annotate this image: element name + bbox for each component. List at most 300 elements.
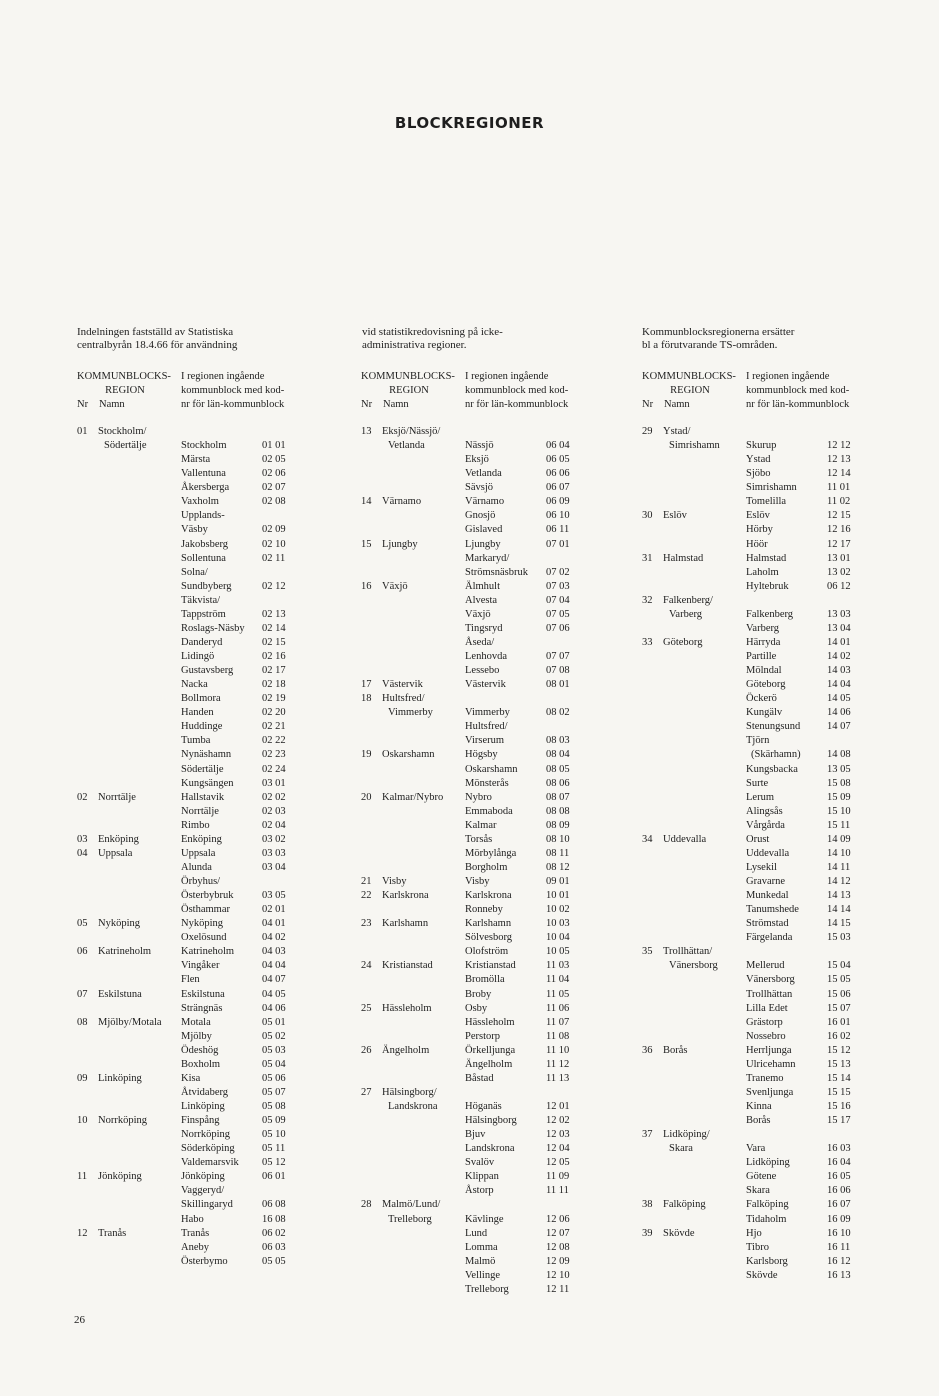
kommunblock-code: 08 03 (546, 735, 570, 747)
kommunblock-name: Virserum (465, 735, 505, 747)
kommunblock-name: Upplands- (181, 510, 225, 522)
kommunblock-code: 11 02 (827, 496, 851, 508)
region-name: Hälsingborg/ (382, 1086, 437, 1098)
kommunblock-code: 07 01 (546, 538, 570, 550)
table-row (361, 988, 651, 1002)
kommunblock-code: 05 02 (262, 1030, 286, 1042)
kommunblock-name: Munkedal (746, 890, 789, 902)
kommunblock-code: 12 12 (827, 440, 851, 452)
kommunblock-name: Torsås (465, 833, 493, 845)
region-name: Karlshamn (382, 918, 429, 930)
region-number: 37 (642, 1129, 653, 1141)
table-row (77, 917, 367, 931)
kommunblock-code: 05 03 (262, 1044, 286, 1056)
kommunblock-name: Skurup (746, 440, 777, 452)
kommunblock-code: 15 08 (827, 777, 851, 789)
table-row (77, 861, 367, 875)
region-number: 39 (642, 1227, 653, 1239)
kommunblock-code: 06 11 (546, 524, 570, 536)
kommunblock-code: 06 02 (262, 1227, 286, 1239)
kommunblock-name: Perstorp (465, 1030, 500, 1042)
kommunblock-code: 14 11 (827, 861, 851, 873)
kommunblock-code: 11 12 (546, 1058, 570, 1070)
kommunblock-code: 15 13 (827, 1058, 851, 1070)
kommunblock-name: Hjo (746, 1227, 762, 1239)
kommunblock-code: 15 07 (827, 1002, 851, 1014)
table-row (77, 538, 367, 552)
kommunblock-code: 14 01 (827, 636, 851, 648)
kommunblock-code: 12 17 (827, 538, 851, 550)
kommunblock-code: 14 03 (827, 665, 851, 677)
table-row (642, 959, 932, 973)
region-number: 29 (642, 426, 653, 437)
kommunblock-name: Norrtälje (181, 805, 219, 817)
kommunblock-code: 13 02 (827, 566, 851, 578)
table-row (642, 636, 932, 650)
kommunblock-code: 12 14 (827, 468, 851, 480)
table-row (77, 481, 367, 495)
region-number: 22 (361, 890, 372, 902)
region-name: Enköping (98, 833, 139, 845)
kommunblock-code: 05 12 (262, 1157, 286, 1169)
kommunblock-name: Stenungsund (746, 721, 801, 733)
header-namn: Namn (383, 399, 409, 410)
kommunblock-code: 02 16 (262, 651, 286, 662)
table-row (77, 622, 367, 636)
table-row (361, 875, 651, 889)
kommunblock-name: Lomma (465, 1241, 498, 1253)
table-row (77, 692, 367, 706)
kommunblock-code: 15 12 (827, 1044, 851, 1056)
region-number: 10 (77, 1115, 88, 1127)
table-row (642, 439, 932, 453)
table-row (77, 833, 367, 847)
kommunblock-code: 12 06 (546, 1213, 570, 1225)
table-row (77, 566, 367, 580)
table-row (361, 425, 651, 439)
region-name: Norrköping (98, 1115, 147, 1127)
kommunblock-name: Nybro (465, 791, 492, 803)
header-region: REGION (670, 385, 710, 396)
table-row (361, 973, 651, 987)
table-row (361, 959, 651, 973)
region-number: 12 (77, 1227, 88, 1239)
kommunblock-name: Uppsala (181, 847, 216, 859)
kommunblock-name: Östhammar (181, 904, 230, 916)
region-number: 26 (361, 1044, 372, 1056)
kommunblock-code: 16 05 (827, 1171, 851, 1183)
table-row (361, 1241, 651, 1255)
kommunblock-name: Ronneby (465, 904, 503, 916)
kommunblock-name: Lessebo (465, 665, 500, 677)
region-column-3 (642, 370, 932, 1281)
kommunblock-name: Eslöv (746, 510, 770, 522)
kommunblock-code: 14 12 (827, 876, 851, 887)
region-name: Vänersborg (669, 960, 718, 972)
table-row (642, 1086, 932, 1100)
kommunblock-name: Herrljunga (746, 1044, 792, 1056)
table-row (361, 1269, 651, 1283)
region-list (77, 425, 367, 1269)
region-name: Varberg (669, 608, 703, 620)
kommunblock-name: Sjöbo (746, 468, 771, 480)
kommunblock-code: 13 05 (827, 763, 851, 775)
kommunblock-name: Båstad (465, 1072, 494, 1084)
kommunblock-name: Örkelljunga (465, 1044, 516, 1056)
region-number: 08 (77, 1016, 88, 1028)
table-row (642, 903, 932, 917)
kommunblock-code: 08 02 (546, 707, 570, 719)
table-row (642, 453, 932, 467)
kommunblock-name: Sävsjö (465, 482, 494, 494)
kommunblock-name: Lilla Edet (746, 1002, 788, 1014)
kommunblock-code: 03 01 (262, 777, 286, 789)
table-row (361, 1227, 651, 1241)
table-row (361, 720, 651, 734)
table-row (77, 1198, 367, 1212)
table-row (642, 1241, 932, 1255)
region-name: Stockholm/ (98, 426, 147, 437)
kommunblock-name: Trelleborg (465, 1283, 509, 1295)
kommunblock-name: Oskarshamn (465, 763, 518, 775)
kommunblock-name: Ulricehamn (746, 1058, 796, 1070)
kommunblock-name: Hörby (746, 524, 773, 536)
region-name: Jönköping (98, 1171, 142, 1183)
kommunblock-name: Falköping (746, 1199, 789, 1211)
table-row (77, 777, 367, 791)
kommunblock-name: Vårgårda (746, 819, 785, 831)
region-name: Lidköping/ (663, 1129, 710, 1141)
kommunblock-code: 16 12 (827, 1255, 851, 1267)
kommunblock-code: 02 08 (262, 496, 286, 508)
kommunblock-name: Ängelholm (465, 1058, 513, 1070)
region-number: 11 (77, 1171, 88, 1183)
table-row (77, 805, 367, 819)
region-number: 19 (361, 749, 372, 761)
table-row (642, 622, 932, 636)
kommunblock-name: Älmhult (465, 580, 501, 592)
region-name: Skövde (663, 1227, 695, 1239)
kommunblock-code: 15 15 (827, 1086, 851, 1098)
kommunblock-code: 06 03 (262, 1241, 286, 1253)
kommunblock-code: 04 05 (262, 988, 286, 1000)
kommunblock-name: Tumba (181, 735, 211, 747)
kommunblock-name: Karlskrona (465, 890, 512, 902)
region-name: Värnamo (382, 496, 422, 508)
kommunblock-code: 12 09 (546, 1255, 570, 1267)
kommunblock-code: 06 06 (546, 468, 570, 480)
kommunblock-name: Alunda (181, 861, 212, 873)
table-row (361, 467, 651, 481)
region-number: 31 (642, 552, 653, 564)
kommunblock-name: Solna/ (181, 566, 208, 578)
region-number: 25 (361, 1002, 372, 1014)
kommunblock-code: 05 05 (262, 1255, 286, 1267)
kommunblock-code: 12 16 (827, 524, 851, 536)
kommunblock-code: 05 01 (262, 1016, 286, 1028)
table-row (77, 439, 367, 453)
kommunblock-name: Sollentuna (181, 552, 226, 564)
kommunblock-name: Mörbylånga (465, 847, 517, 859)
table-row (642, 608, 932, 622)
table-row (361, 566, 651, 580)
kommunblock-code: 04 04 (262, 960, 286, 972)
table-row (361, 1142, 651, 1156)
table-row (642, 1184, 932, 1198)
kommunblock-name: Broby (465, 988, 492, 1000)
kommunblock-code: 12 04 (546, 1143, 570, 1155)
table-row (361, 1114, 651, 1128)
table-row (361, 805, 651, 819)
kommunblock-code: 08 09 (546, 819, 570, 831)
kommunblock-code: 16 03 (827, 1143, 851, 1155)
table-row (642, 791, 932, 805)
table-row (77, 509, 367, 523)
kommunblock-name: Hässleholm (465, 1016, 515, 1028)
header-kommunblocks: KOMMUNBLOCKS- (361, 371, 455, 382)
kommunblock-code: 15 16 (827, 1101, 851, 1112)
table-row (361, 1016, 651, 1030)
region-name: Oskarshamn (382, 749, 435, 761)
table-row (642, 1227, 932, 1241)
kommunblock-name: Kinna (746, 1101, 772, 1112)
kommunblock-name: Bollmora (181, 693, 221, 705)
region-list (361, 425, 651, 1297)
region-name: Södertälje (104, 440, 147, 452)
kommunblock-code: 11 09 (546, 1171, 570, 1183)
table-row (361, 1100, 651, 1114)
table-row (361, 1255, 651, 1269)
table-row (642, 1016, 932, 1030)
kommunblock-code: 08 06 (546, 777, 570, 789)
kommunblock-name: Handen (181, 707, 214, 719)
table-row (642, 495, 932, 509)
kommunblock-name: Skövde (746, 1269, 778, 1281)
kommunblock-code: 04 02 (262, 932, 286, 944)
header-kommunblocks: KOMMUNBLOCKS- (77, 371, 171, 382)
table-row (361, 931, 651, 945)
table-row (361, 819, 651, 833)
region-name: Ängelholm (382, 1044, 430, 1056)
region-name: Vetlanda (388, 440, 425, 452)
table-row (361, 692, 651, 706)
region-name: Simrishamn (669, 440, 720, 452)
kommunblock-code: 11 03 (546, 960, 570, 972)
kommunblock-name: Motala (181, 1016, 211, 1028)
kommunblock-code: 12 05 (546, 1157, 570, 1169)
table-row (77, 1044, 367, 1058)
kommunblock-name: Rimbo (181, 819, 210, 831)
kommunblock-code: 13 01 (827, 552, 851, 564)
region-name: Karlskrona (382, 890, 429, 902)
kommunblock-name: Götene (746, 1171, 777, 1183)
table-row (77, 1002, 367, 1016)
kommunblock-code: 02 11 (262, 552, 286, 564)
table-row (361, 1044, 651, 1058)
region-number: 01 (77, 426, 88, 437)
table-row (77, 467, 367, 481)
kommunblock-code: 02 21 (262, 721, 286, 733)
table-row (77, 1030, 367, 1044)
kommunblock-name: Vara (746, 1143, 766, 1155)
kommunblock-name: Åkersberga (181, 482, 230, 494)
table-row (77, 650, 367, 664)
kommunblock-name: Uddevalla (746, 847, 790, 859)
kommunblock-name: Vellinge (465, 1269, 500, 1281)
kommunblock-name: Norrköping (181, 1129, 230, 1141)
table-row (77, 523, 367, 537)
kommunblock-code: 03 02 (262, 833, 286, 845)
kommunblock-code: 06 10 (546, 510, 570, 522)
kommunblock-name: Nossebro (746, 1030, 786, 1042)
kommunblock-code: 15 11 (827, 819, 851, 831)
kommunblock-code: 07 04 (546, 594, 570, 606)
kommunblock-name: Lysekil (746, 861, 777, 873)
kommunblock-code: 03 05 (262, 890, 286, 902)
kommunblock-name: Tibro (746, 1241, 769, 1253)
table-row (361, 945, 651, 959)
kommunblock-name: Tjörn (746, 735, 770, 747)
kommunblock-code: 09 01 (546, 876, 570, 887)
kommunblock-name: Kävlinge (465, 1213, 504, 1225)
table-row (77, 763, 367, 777)
region-number: 30 (642, 510, 653, 522)
kommunblock-name: Tingsryd (465, 622, 503, 634)
table-row (642, 467, 932, 481)
kommunblock-code: 12 10 (546, 1269, 570, 1281)
table-row (77, 706, 367, 720)
kommunblock-name: Bjuv (465, 1129, 486, 1141)
region-number: 18 (361, 693, 372, 705)
kommunblock-name: Kungsängen (181, 777, 234, 789)
kommunblock-code: 16 09 (827, 1213, 851, 1225)
kommunblock-name: Huddinge (181, 721, 223, 733)
kommunblock-name: Höör (746, 538, 768, 550)
kommunblock-code: 02 06 (262, 468, 286, 480)
table-row (361, 889, 651, 903)
table-row (642, 973, 932, 987)
kommunblock-code: 02 01 (262, 904, 286, 916)
table-row (77, 495, 367, 509)
kommunblock-name: Valdemarsvik (181, 1157, 239, 1169)
region-number: 38 (642, 1199, 653, 1211)
table-row (642, 1002, 932, 1016)
kommunblock-name: Falkenberg (746, 608, 794, 620)
table-row (642, 1269, 932, 1283)
kommunblock-name: Åtvidaberg (181, 1086, 229, 1098)
kommunblock-name: Österbymo (181, 1255, 228, 1267)
table-row (361, 861, 651, 875)
region-name: Halmstad (663, 552, 704, 564)
kommunblock-code: 16 11 (827, 1241, 851, 1253)
kommunblock-name: Värnamo (465, 496, 505, 508)
table-row (77, 1142, 367, 1156)
kommunblock-name: Karlshamn (465, 918, 512, 930)
region-number: 24 (361, 960, 372, 972)
kommunblock-code: 08 07 (546, 791, 570, 803)
table-row (77, 734, 367, 748)
kommunblock-name: Högsby (465, 749, 498, 761)
table-row (77, 552, 367, 566)
table-row (77, 1156, 367, 1170)
table-row (77, 594, 367, 608)
region-name: Trollhättan/ (663, 946, 713, 958)
table-row (361, 833, 651, 847)
table-row (642, 945, 932, 959)
kommunblock-code: 02 18 (262, 679, 286, 691)
kommunblock-code: 14 02 (827, 651, 851, 662)
region-number: 36 (642, 1044, 653, 1056)
table-row (361, 636, 651, 650)
table-row (642, 875, 932, 889)
kommunblock-name: Kungsbacka (746, 763, 798, 775)
table-row (642, 552, 932, 566)
kommunblock-name: Märsta (181, 454, 211, 466)
table-row (77, 425, 367, 439)
table-row (361, 1128, 651, 1142)
kommunblock-code: 15 14 (827, 1072, 851, 1084)
kommunblock-code: 05 11 (262, 1143, 286, 1155)
table-row (77, 1184, 367, 1198)
kommunblock-code: 08 01 (546, 679, 570, 691)
table-row (361, 791, 651, 805)
kommunblock-code: 11 11 (546, 1185, 569, 1197)
kommunblock-name: Mellerud (746, 960, 785, 972)
table-row (77, 636, 367, 650)
kommunblock-code: 04 01 (262, 918, 286, 930)
table-row (642, 777, 932, 791)
kommunblock-code: 06 04 (546, 440, 570, 452)
region-name: Skara (669, 1143, 693, 1155)
kommunblock-name: Strängnäs (181, 1002, 223, 1014)
table-row (642, 1142, 932, 1156)
kommunblock-name: Hallstavik (181, 791, 225, 803)
kommunblock-name: Sölvesborg (465, 932, 513, 944)
kommunblock-code: 05 08 (262, 1101, 286, 1112)
table-row (642, 594, 932, 608)
kommunblock-name: Växjö (465, 608, 491, 620)
table-row (361, 1030, 651, 1044)
table-row (361, 580, 651, 594)
table-row (361, 552, 651, 566)
region-name: Landskrona (388, 1101, 438, 1112)
table-row (361, 523, 651, 537)
kommunblock-code: 16 04 (827, 1157, 851, 1169)
table-row (77, 1241, 367, 1255)
kommunblock-code: 06 07 (546, 482, 570, 494)
kommunblock-code: 02 23 (262, 749, 286, 761)
kommunblock-name: Tranås (181, 1227, 210, 1239)
kommunblock-code: 11 04 (546, 974, 570, 986)
table-row (642, 650, 932, 664)
kommunblock-code: 16 02 (827, 1030, 851, 1042)
kommunblock-name: Härryda (746, 636, 781, 648)
table-row (361, 1213, 651, 1227)
table-row (77, 945, 367, 959)
kommunblock-name: Enköping (181, 833, 222, 845)
region-name: Eskilstuna (98, 988, 142, 1000)
table-row (77, 1058, 367, 1072)
table-row (77, 1255, 367, 1269)
kommunblock-name: Malmö (465, 1255, 496, 1267)
kommunblock-code: 12 03 (546, 1129, 570, 1141)
kommunblock-name: Skillingaryd (181, 1199, 233, 1211)
kommunblock-code: 15 03 (827, 932, 851, 944)
table-row (77, 903, 367, 917)
kommunblock-name: Karlsborg (746, 1255, 788, 1267)
kommunblock-name: Lidköping (746, 1157, 790, 1169)
table-row (361, 439, 651, 453)
